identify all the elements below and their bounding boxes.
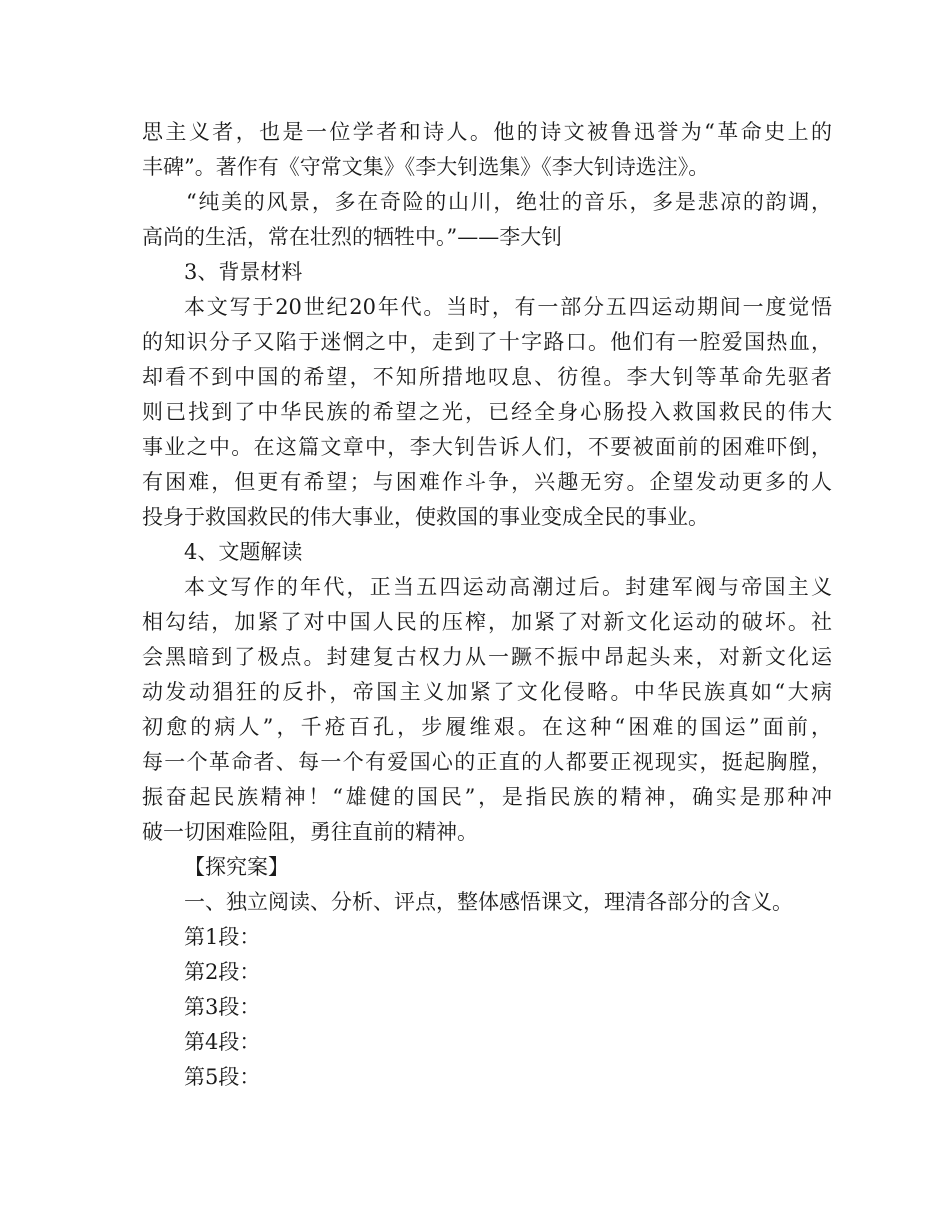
paragraph-line: 初愈的病人”，千疮百孔，步履维艰。在这种“困难的国运”面前，	[142, 715, 832, 739]
paragraph-line: 有困难，但更有希望；与困难作斗争，兴趣无穷。企望发动更多的人	[142, 470, 832, 494]
paragraph-blank-5: 第5段：	[184, 1065, 261, 1089]
paragraph-blank-1: 第1段：	[184, 925, 261, 949]
quote-line: “纯美的风景，多在奇险的山川，绝壮的音乐，多是悲凉的韵调，	[186, 190, 832, 214]
paragraph-blank-2: 第2段：	[184, 960, 261, 984]
paragraph-line: 本文写于20世纪20年代。当时，有一部分五四运动期间一度觉悟	[184, 295, 832, 319]
paragraph-line: 动发动猖狂的反扑，帝国主义加紧了文化侵略。中华民族真如“大病	[142, 680, 832, 704]
paragraph-blank-3: 第3段：	[184, 995, 261, 1019]
paragraph-line: 破一切困难险阻，勇往直前的精神。	[142, 820, 478, 844]
paragraph-line: 事业之中。在这篇文章中，李大钊告诉人们，不要被面前的困难吓倒，	[142, 435, 832, 459]
paragraph-line: 投身于救国救民的伟大事业，使救国的事业变成全民的事业。	[142, 505, 709, 529]
intro-line: 思主义者，也是一位学者和诗人。他的诗文被鲁迅誉为“革命史上的	[142, 120, 832, 144]
quote-line: 高尚的生活，常在壮烈的牺牲中。”——李大钊	[142, 225, 563, 249]
paragraph-line: 则已找到了中华民族的希望之光，已经全身心肠投入救国救民的伟大	[142, 400, 832, 424]
paragraph-line: 的知识分子又陷于迷惘之中，走到了十字路口。他们有一腔爱国热血，	[142, 330, 832, 354]
paragraph-line: 却看不到中国的希望，不知所措地叹息、彷徨。李大钊等革命先驱者	[142, 365, 832, 389]
document-page	[142, 115, 832, 1095]
section-heading-background: 3、背景材料	[184, 260, 303, 284]
paragraph-line: 会黑暗到了极点。封建复古权力从一蹶不振中昂起头来，对新文化运	[142, 645, 832, 669]
paragraph-blank-4: 第4段：	[184, 1030, 261, 1054]
paragraph-line: 相勾结，加紧了对中国人民的压榨，加紧了对新文化运动的破坏。社	[142, 610, 832, 634]
paragraph-line: 振奋起民族精神！“雄健的国民”，是指民族的精神，确实是那种冲	[142, 785, 832, 809]
paragraph-line: 每一个革命者、每一个有爱国心的正直的人都要正视现实，挺起胸膛，	[142, 750, 832, 774]
inquiry-task: 一、独立阅读、分析、评点，整体感悟课文，理清各部分的含义。	[184, 890, 793, 914]
intro-line: 丰碑”。著作有《守常文集》《李大钊选集》《李大钊诗选注》。	[142, 155, 710, 179]
section-heading-title-reading: 4、文题解读	[184, 540, 303, 564]
inquiry-heading: 【探究案】	[184, 855, 289, 879]
paragraph-line: 本文写作的年代，正当五四运动高潮过后。封建军阀与帝国主义	[184, 575, 832, 599]
